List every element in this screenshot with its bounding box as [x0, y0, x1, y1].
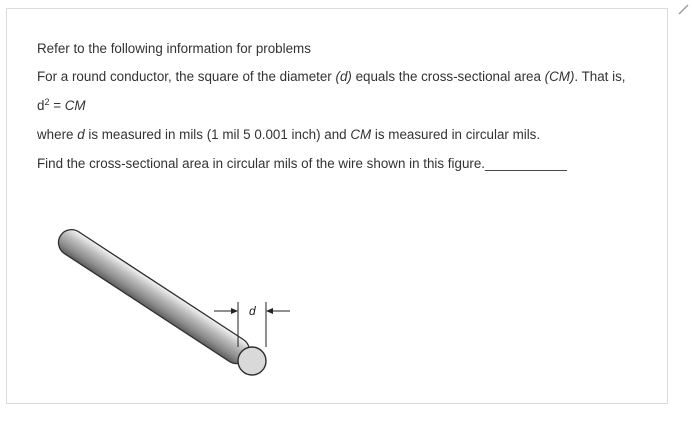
paragraph-units: [37, 125, 647, 145]
units-cm: CM: [350, 127, 372, 142]
dimension-label-d: d: [249, 304, 256, 318]
equation: [37, 96, 647, 116]
task-text: Find the cross-sectional area in circular mils of the wire shown in this figure.___________: [37, 156, 567, 171]
def-text-a: For a round conductor, the square of the diameter: [37, 69, 336, 84]
intro-label: Refer to the following information for problems: [37, 41, 311, 56]
units-d: d: [77, 127, 85, 142]
eq-equals: =: [49, 98, 65, 113]
units-text-b: is measured in mils (1 mil 5 0.001 inch) and: [84, 127, 351, 142]
paragraph-definition: [37, 67, 647, 87]
def-text-b: equals the cross-sectional area: [351, 69, 545, 84]
paragraph-task: [37, 154, 647, 174]
eq-cm: CM: [64, 98, 86, 113]
intro-text: [37, 39, 647, 59]
pencil-icon[interactable]: [676, 2, 690, 16]
question-text: [37, 39, 647, 183]
wire-rod: [54, 225, 255, 369]
units-text-a: where: [37, 127, 78, 142]
def-cm: (CM): [544, 69, 575, 84]
wire-figure: [51, 219, 301, 384]
def-d: (d): [335, 69, 352, 84]
wire-end-face: [238, 347, 266, 375]
def-text-c: . That is,: [574, 69, 626, 84]
question-card: [6, 8, 668, 404]
eq-base: d: [37, 98, 45, 113]
units-text-c: is measured in circular mils.: [371, 127, 541, 142]
eq-exponent: 2: [44, 97, 50, 107]
